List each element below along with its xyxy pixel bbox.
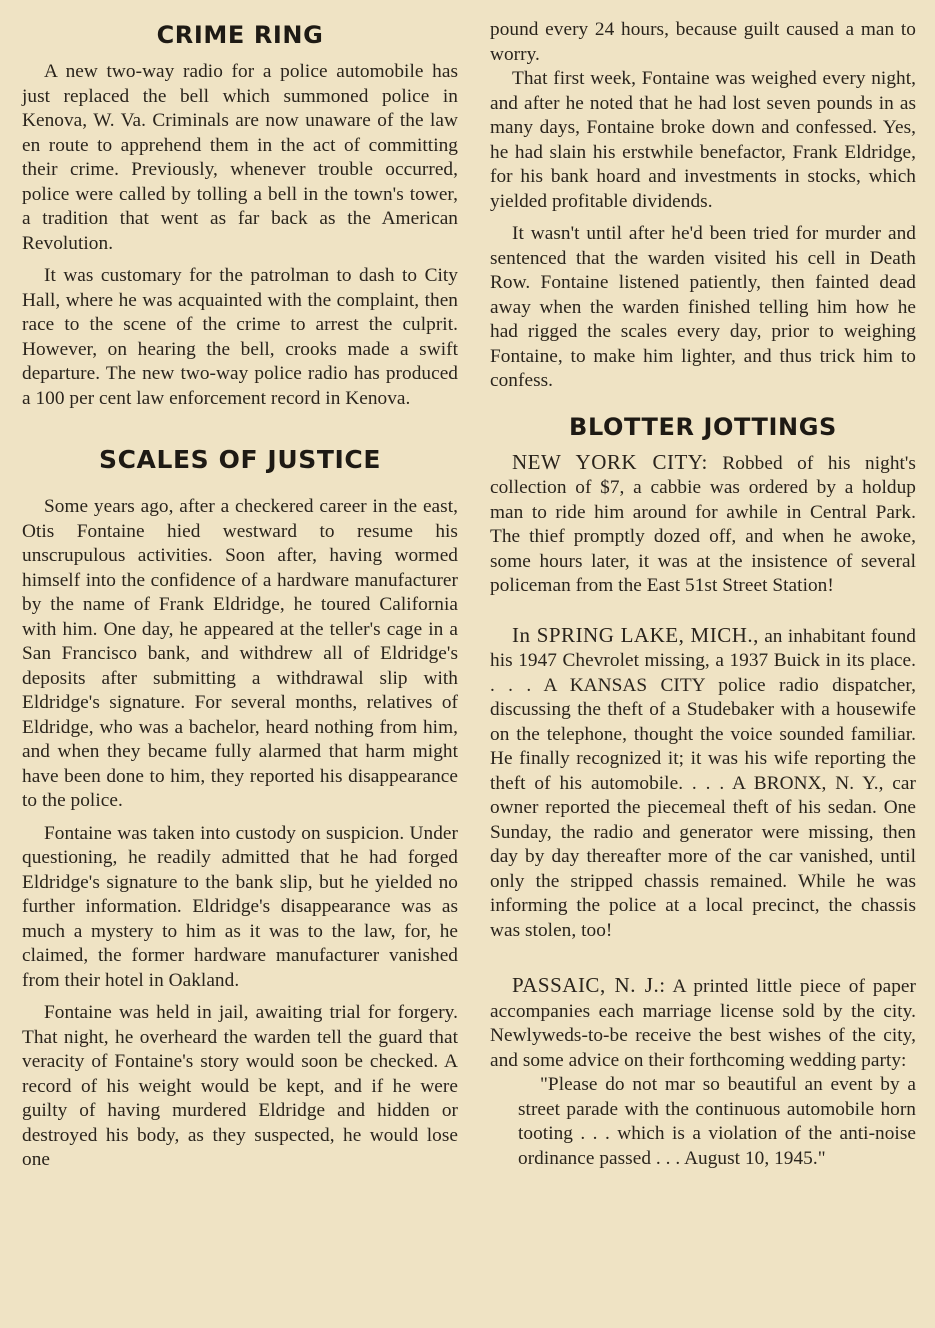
blotter-item bbox=[490, 973, 916, 1073]
crime-ring-paragraph: A new two-way radio for a police automobile has just replaced the bell which summoned police in Kenova, W. Va. Criminals are now unaware of the law en route to apprehend them in the act of committing their crime. Previously, whenever trouble occurred, police were called by tolling a bell in the town's tower, a tradition that went as far back as the American Revolution. bbox=[22, 61, 458, 254]
left-column bbox=[22, 18, 458, 1173]
blotter-item-lead: NEW YORK CITY: bbox=[512, 449, 708, 474]
crime-ring-heading: CRIME RING bbox=[156, 21, 324, 49]
scales-paragraph: Some years ago, after a checkered career in the east, Otis Fontaine hied westward to resume his unscrupulous activities. Soon after, having wormed himself into the confidence of a hardware manufacturer by the name of Frank Eldridge, he toured California with him. One day, he appeared at the teller's cage in a San Francisco bank, and withdrew all of Eldridge's deposits after submitting a withdrawal slip with Eldridge's signature. For several months, relatives of Eldridge, who was a bachelor, heard nothing from him, and when they became fully alarmed that harm might have been done to him, they reported his disappearance to the police. bbox=[22, 496, 458, 811]
blotter-item-lead: In SPRING LAKE, MICH., bbox=[512, 622, 759, 647]
scales-of-justice-heading: SCALES OF JUSTICE bbox=[98, 445, 382, 474]
blotter-item bbox=[490, 623, 916, 944]
scales-paragraph-continued: pound every 24 hours, because guilt caused a man to worry. bbox=[490, 19, 916, 65]
right-column bbox=[490, 18, 916, 1171]
scales-paragraph: Fontaine was held in jail, awaiting trial for forgery. That night, he overheard the warden tell the guard that veracity of Fontaine's story would soon be checked. A record of his weight would be kept, and if he were guilty of having murdered Eldridge and hidden or destroyed his body, as they suspected, he would lose one bbox=[22, 1002, 458, 1170]
scales-paragraph: Fontaine was taken into custody on suspicion. Under questioning, he readily admitted that he had forged Eldridge's signature to the bank slip, but he yielded no further information. Eldridge's disappearance was as much a mystery to him as it was to the law, for, he claimed, the former hardware manufacturer vanished from their hotel in Oakland. bbox=[22, 822, 458, 991]
blotter-item bbox=[490, 450, 916, 599]
blotter-item-text: an inhabitant found his 1947 Chevrolet missing, a 1937 Buick in its place. . . . A KANSAS CITY police radio dispatcher, discussing the theft of a Studebaker with a housewife on the telephone, thought the voice sounded familiar. He finally recognized it; it was his wife reporting the theft of his automobile. . . . A BRONX, N. Y., car owner reported the piecemeal theft of his sedan. One Sunday, the radio and generator were missing, then day by day thereafter more of the car vanished, until only the stripped chassis remained. While he was informing the police at a local precinct, the chassis was stolen, too! bbox=[490, 625, 916, 941]
blotter-item-text: Robbed of his night's collection of $7, a cabbie was ordered by a holdup man to ride him around for awhile in Central Park. The thief promptly dozed off, and when he awoke, some hours later, it was at the insistence of several policeman from the East 51st Street Station! bbox=[490, 452, 916, 596]
blotter-item-lead: PASSAIC, N. J.: bbox=[512, 973, 666, 997]
ordinance-quote: "Please do not mar so beautiful an event by a street parade with the continuous automobile horn tooting . . . which is a violation of the anti-noise ordinance passed . . . August 10, 1945." bbox=[518, 1074, 916, 1169]
scales-paragraph: That first week, Fontaine was weighed every night, and after he noted that he had lost seven pounds in as many days, Fontaine broke down and confessed. Yes, he had slain his erstwhile benefactor, Frank Eldridge, for his bank hoard and investments in stocks, which yielded profitable dividends. bbox=[490, 68, 916, 212]
scales-paragraph: It wasn't until after he'd been tried for murder and sentenced that the warden visited his cell in Death Row. Fontaine listened patiently, then fainted dead away when the warden finished telling him how he had rigged the scales every day, prior to weighing Fontaine, to make him lighter, and thus trick him to confess. bbox=[490, 223, 916, 391]
blotter-item-text: A printed little piece of paper accompanies each marriage license sold by the city. Newlyweds-to-be receive the best wishes of the city, and some advice on their forthcoming wedding party: bbox=[490, 976, 916, 1071]
crime-ring-paragraph: It was customary for the patrolman to dash to City Hall, where he was acquainted with the complaint, then race to the scene of the crime to arrest the culprit. However, on hearing the bell, crooks made a swift departure. The new two-way police radio has produced a 100 per cent law enforcement record in Kenova. bbox=[22, 265, 458, 409]
blotter-jottings-heading: BLOTTER JOTTINGS bbox=[569, 412, 837, 441]
